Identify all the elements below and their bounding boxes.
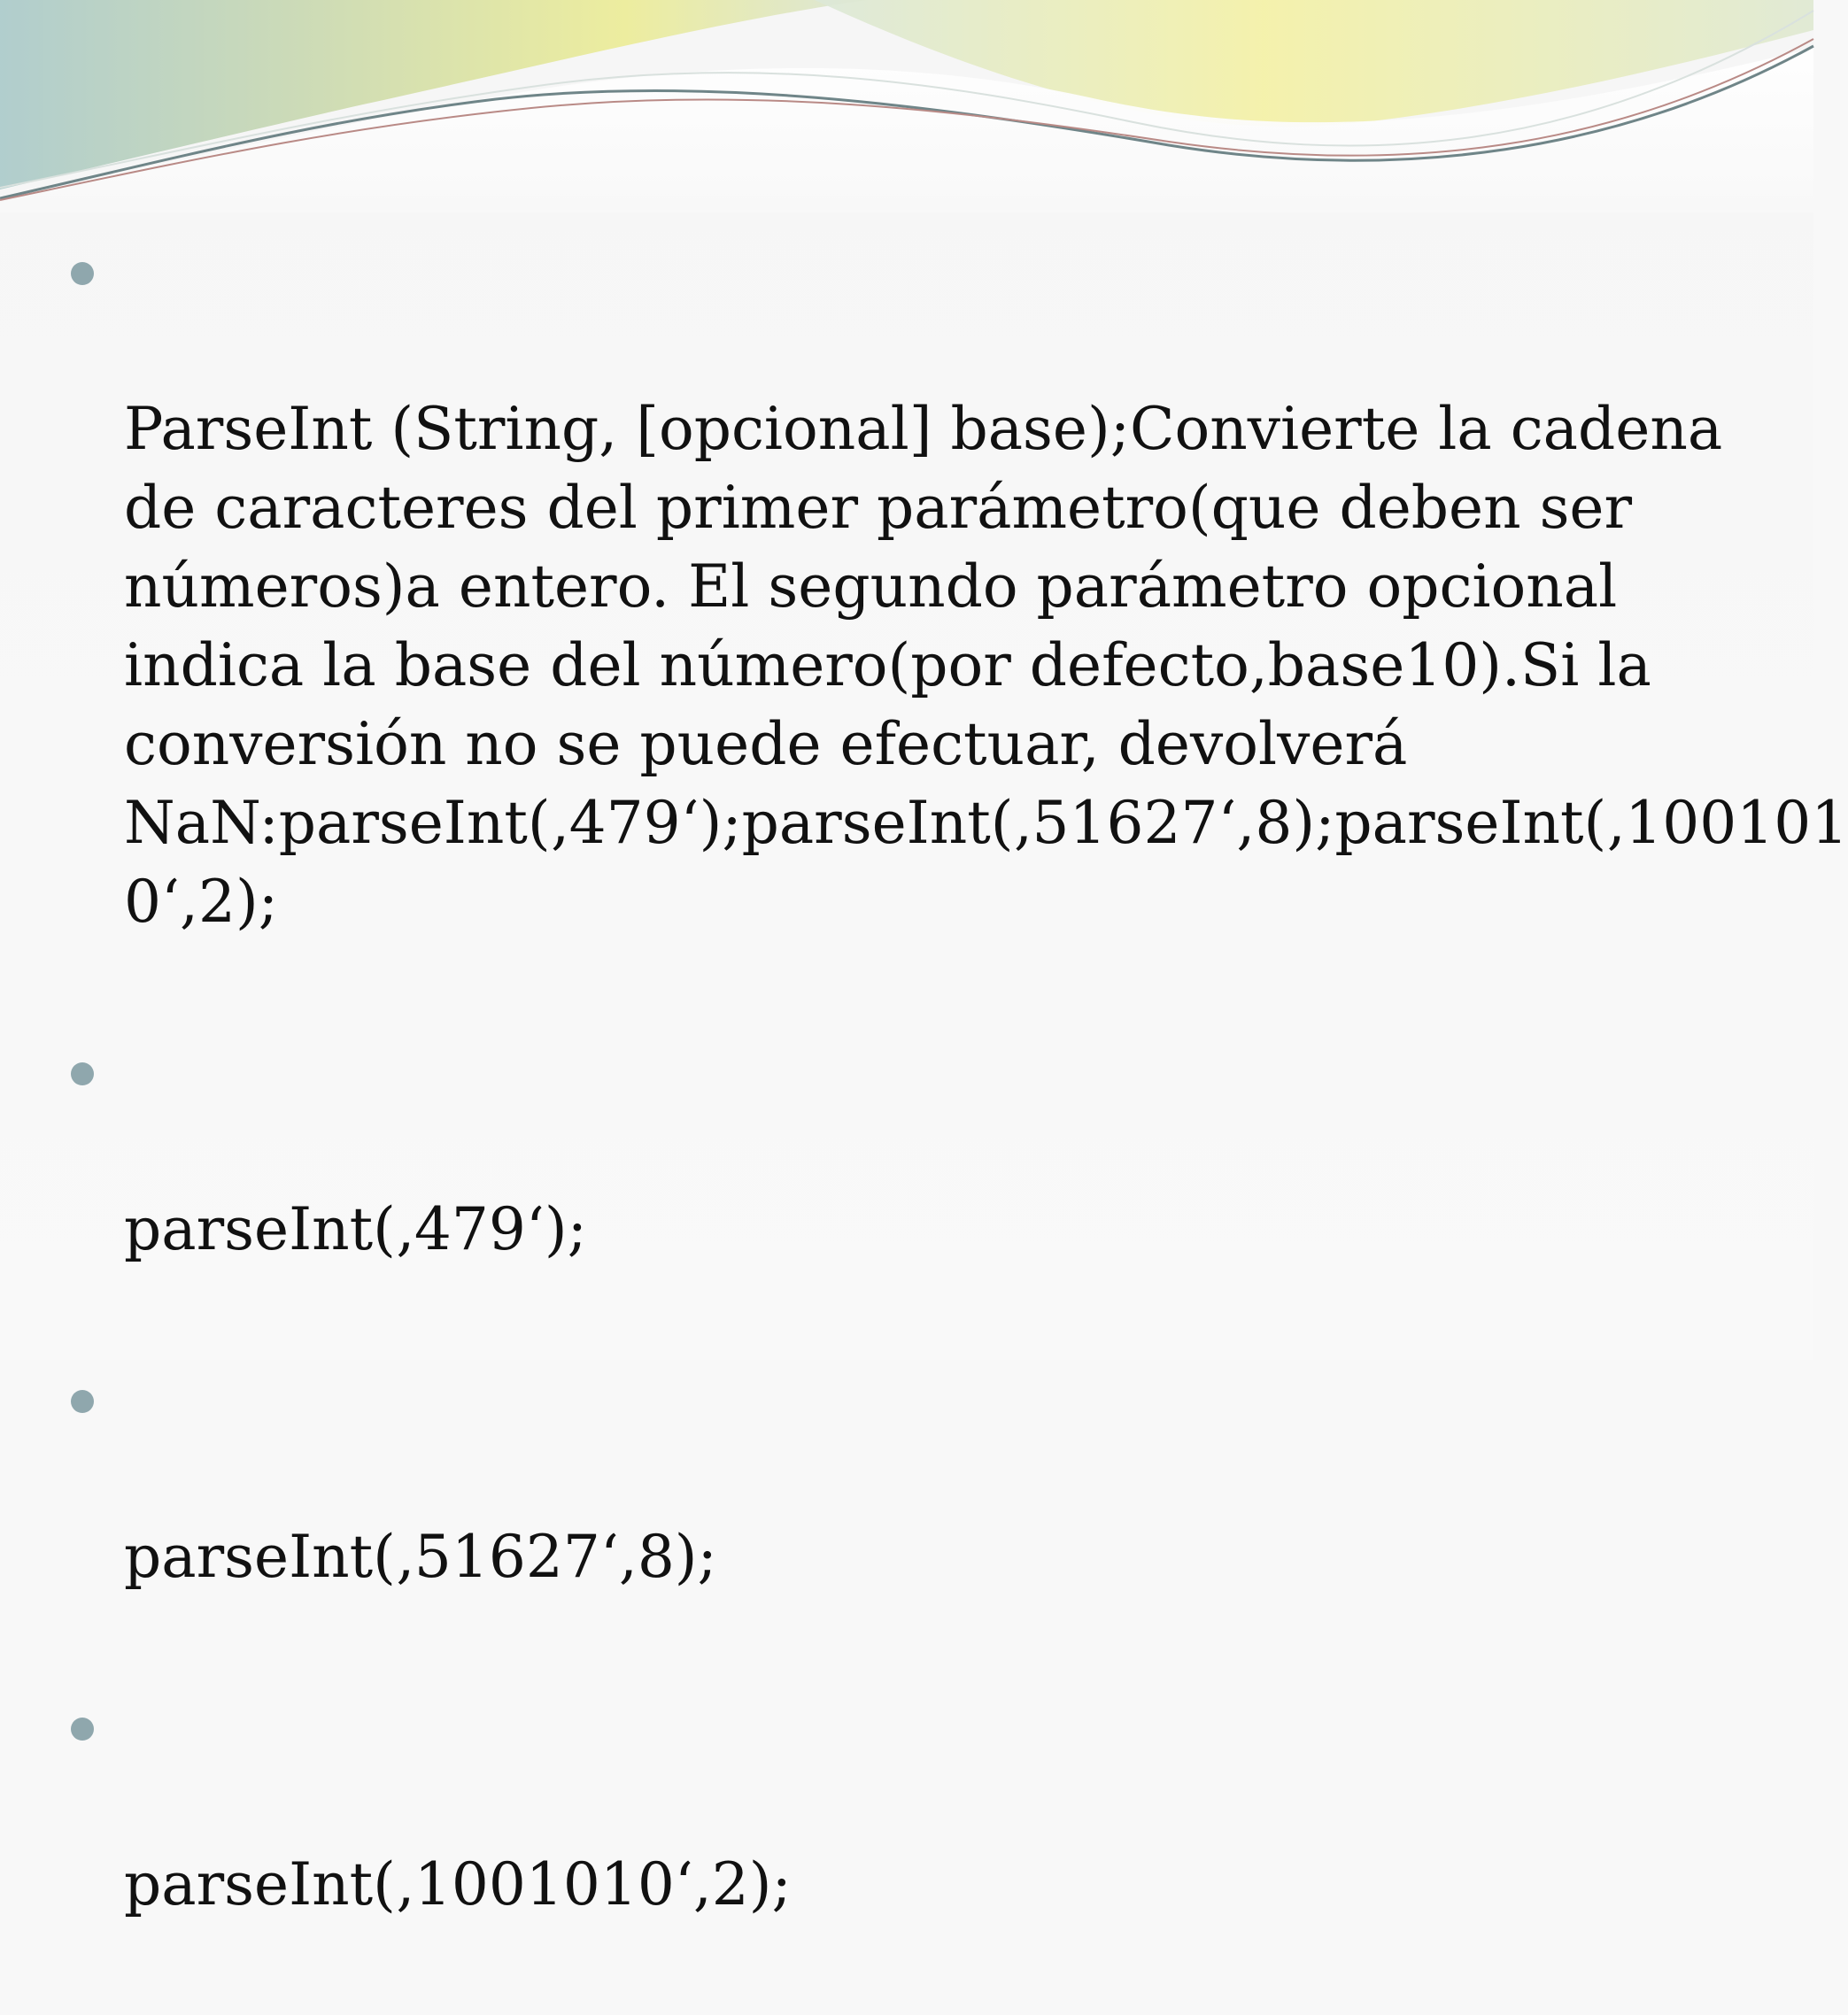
bullet-dot-icon — [71, 1390, 94, 1413]
bullet-item-parseint-description — [69, 232, 1848, 1020]
bullet-text: parseInt(‚479‘); — [124, 1195, 587, 1263]
slide-content — [69, 232, 1848, 2015]
bullet-list — [69, 232, 1848, 2003]
bullet-item-parseint-example-1 — [69, 1032, 1734, 1347]
bullet-dot-icon — [71, 262, 94, 285]
bullet-dot-icon — [71, 1062, 94, 1085]
decorative-wave-header — [0, 0, 1813, 212]
bullet-dot-icon — [71, 1718, 94, 1741]
bullet-text: parseInt(‚51627‘,8); — [124, 1523, 717, 1591]
bullet-item-parseint-example-2 — [69, 1360, 1734, 1675]
bullet-text: ParseInt (String, [opcional] base);Convierte la cadena de caracteres del primer parámetro(que deben ser números)a entero. El segundo parámetro opcional indica la base del número(por defecto,base10).Si la conversión no se puede efectuar, devolverá NaN:parseInt(‚479‘);parseInt(‚51627‘,8);parseInt(‚100101 0‘,2); — [124, 395, 1848, 936]
bullet-text: parseInt(‚1001010‘,2); — [124, 1850, 792, 1918]
bullet-item-parseint-example-3 — [69, 1687, 1734, 2003]
